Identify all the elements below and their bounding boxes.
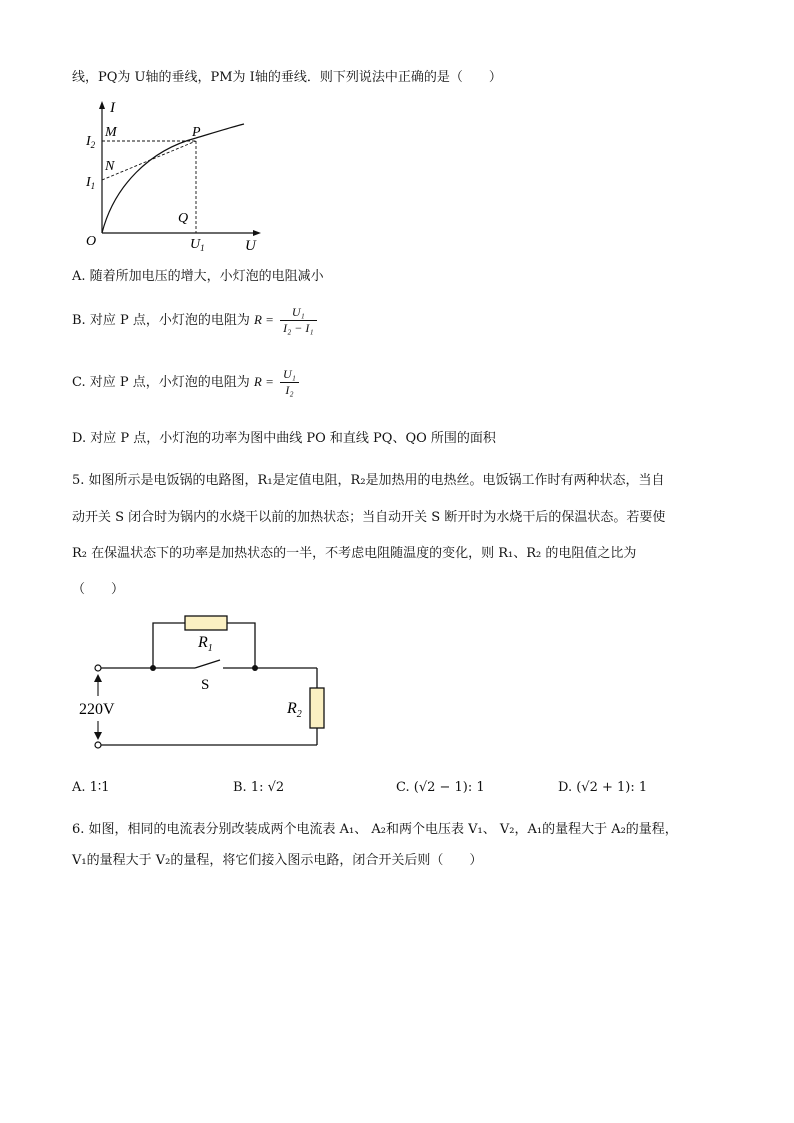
- terminal-top: [95, 665, 101, 671]
- q5-line-4: （ ）: [72, 582, 125, 597]
- voltage-arrow-up-head: [94, 674, 102, 682]
- label-u1: $U_1$: [190, 237, 205, 253]
- label-s: S: [201, 677, 210, 693]
- q5-option-c: C. (√2 − 1): 1: [396, 780, 485, 795]
- q6-line-2: V₁的量程大于 V₂的量程，将它们接入图示电路，闭合开关后则（ ）: [72, 853, 483, 868]
- q6-line-1: 6. 如图，相同的电流表分别改装成两个电流表 A₁、 A₂和两个电压表 V₁、 V₂，A₁的量程大于 A₂的量程，: [72, 822, 678, 837]
- q4-intro: 线，PQ为 U轴的垂线，PM为 I轴的垂线．则下列说法中正确的是（ ）: [72, 70, 502, 85]
- tangent-dashed: [102, 141, 196, 180]
- q4-option-c-denominator: I₂: [285, 383, 294, 397]
- terminal-bottom: [95, 742, 101, 748]
- label-voltage: 220V: [79, 701, 115, 718]
- q4-option-c-numerator: U₁: [280, 367, 299, 383]
- junction-right: [252, 665, 258, 671]
- iu-graph: [80, 98, 270, 258]
- q4-option-b-denominator: I₂ − I₁: [283, 321, 314, 335]
- label-p: P: [192, 125, 201, 140]
- q5-line-3: R₂ 在保温状态下的功率是加热状态的一半，不考虑电阻随温度的变化，则 R₁、R₂ 的电阻值之比为: [72, 546, 637, 561]
- q4-option-a: A. 随着所加电压的增大，小灯泡的电阻减小: [72, 269, 324, 284]
- q4-option-c-text: C. 对应 P 点，小灯泡的电阻为: [72, 375, 250, 390]
- label-q: Q: [178, 211, 189, 226]
- label-u-axis: U: [245, 238, 256, 254]
- label-r2: $R_2$: [287, 700, 302, 720]
- q5-line-1: 5. 如图所示是电饭锅的电路图，R₁是定值电阻，R₂是加热用的电热丝。电饭锅工作时有两种状态，当自: [72, 473, 665, 488]
- label-m: M: [105, 125, 117, 140]
- q4-option-c-lhs: R =: [253, 374, 274, 389]
- label-o: O: [86, 234, 97, 249]
- q4-option-b-numerator: U₁: [280, 305, 316, 321]
- q5-option-a: A. 1∶1: [72, 780, 110, 795]
- q4-option-c-fraction: [280, 367, 299, 398]
- label-i-axis: I: [110, 100, 115, 116]
- label-i2: $I_2$: [86, 134, 96, 150]
- q4-option-b-fraction: [280, 305, 316, 336]
- iu-curve: [102, 124, 244, 233]
- label-n: N: [105, 159, 115, 174]
- label-i1: $I_1$: [86, 175, 96, 191]
- rice-cooker-circuit: [75, 605, 335, 755]
- label-r1: $R_1$: [198, 634, 213, 654]
- q4-option-b: [72, 305, 319, 336]
- junction-left: [150, 665, 156, 671]
- i-axis-arrow: [99, 101, 105, 109]
- q4-option-d: D. 对应 P 点，小灯泡的功率为图中曲线 PO 和直线 PQ、QO 所围的面积: [72, 431, 496, 446]
- switch-s: [195, 660, 220, 668]
- q4-option-c: [72, 367, 301, 398]
- u-axis-arrow: [253, 230, 261, 236]
- q4-option-b-lhs: R =: [253, 312, 274, 327]
- voltage-arrow-down-head: [94, 732, 102, 740]
- q4-option-b-text: B. 对应 P 点，小灯泡的电阻为: [72, 313, 250, 328]
- q5-line-2: 动开关 S 闭合时为锅内的水烧干以前的加热状态；当自动开关 S 断开时为水烧干后的保温状态。若要使: [72, 510, 666, 525]
- q5-option-d: D. (√2 + 1): 1: [558, 780, 648, 795]
- q5-option-b: B. 1: √2: [233, 780, 285, 795]
- r1-resistor: [185, 616, 227, 630]
- r2-resistor: [310, 688, 324, 728]
